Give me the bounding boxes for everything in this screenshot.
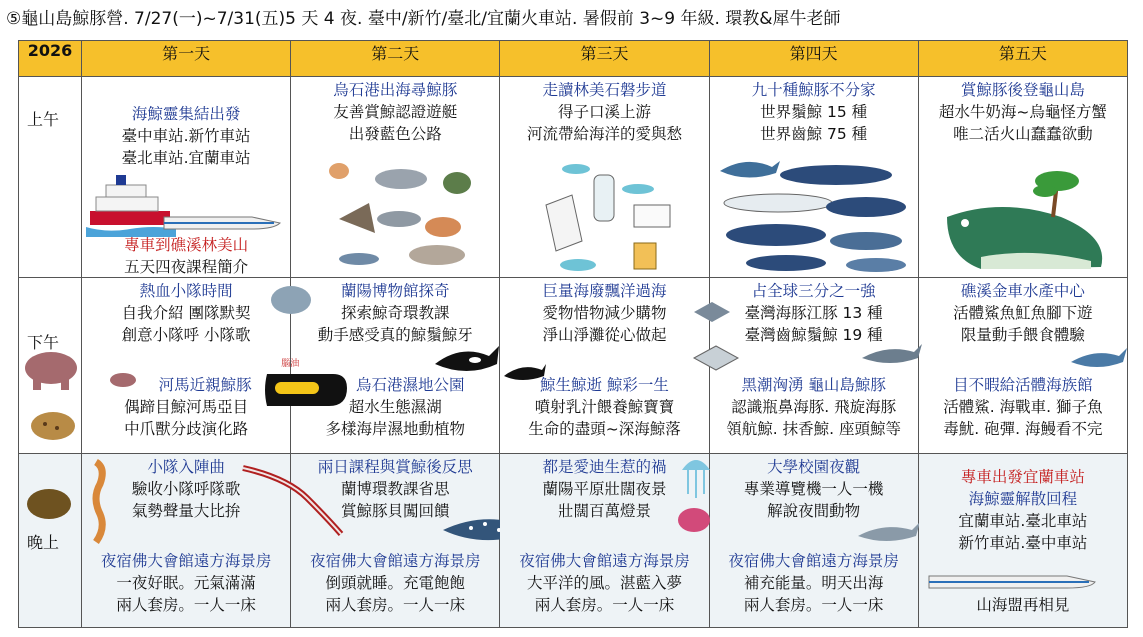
hippo-icon: [21, 348, 81, 448]
afternoon-row: [19, 278, 1128, 454]
day3-afternoon-cell: [500, 278, 709, 454]
activity-line: 解說夜間動物: [767, 502, 861, 520]
period-evening: [19, 454, 82, 628]
header-row: [19, 41, 1128, 77]
activity-line: 活體鯊魚魟魚腳下遊: [953, 304, 1093, 322]
activity-line: 山海盟再相見: [976, 596, 1070, 614]
activity-line: 兩人套房。一人一床: [116, 596, 256, 614]
activity-heading: 蘭陽博物館探奇: [341, 282, 450, 300]
activity-line: 倒頭就睡。充電飽飽: [325, 574, 466, 592]
turtle-island-whale-icon: [941, 157, 1111, 275]
day-5-header: 第五天: [918, 41, 1127, 77]
activity-heading: 兩日課程與賞鯨後反思: [317, 458, 473, 476]
activity-heading: 鯨生鯨逝 鯨彩一生: [540, 376, 669, 394]
activity-line: 補充能量。明天出海: [743, 574, 884, 592]
train-icon: [927, 572, 1097, 592]
activity-line: 賞鯨豚貝闖回饋: [341, 502, 450, 520]
orca-icon: [431, 338, 501, 384]
activity-line: 新竹車站.臺中車站: [958, 534, 1088, 552]
activity-line: 蘭陽平原壯闊夜景: [542, 480, 667, 498]
activity-heading: 夜宿佛大會館遠方海景房: [728, 552, 899, 570]
day-3-header: 第三天: [500, 41, 709, 77]
period-label: 晚上: [27, 533, 60, 552]
activity-line: 兩人套房。一人一床: [743, 596, 884, 614]
day2-morning-cell: [291, 77, 500, 278]
activity-highlight: 專車到礁溪林美山: [124, 236, 249, 254]
activity-heading: 礁溪金車水產中心: [960, 282, 1085, 300]
activity-line: 得子口溪上游: [557, 103, 651, 121]
activity-line: 氣勢聲量大比拚: [131, 502, 241, 520]
year-header: 2026: [19, 41, 82, 77]
schedule-table: [18, 40, 1128, 628]
day5-morning-cell: [918, 77, 1127, 278]
jellyfish-icon: [680, 454, 712, 498]
marine-debris-icon: [538, 155, 678, 273]
activity-line: 宜蘭車站.臺北車站: [958, 512, 1088, 530]
period-label: 下午: [27, 333, 60, 352]
day2-afternoon-cell: [281, 278, 500, 454]
activity-heading: 占全球三分之一強: [751, 282, 876, 300]
activity-line: 偶蹄目鯨河馬亞目: [124, 398, 249, 416]
activity-line: 驗收小隊呼隊歌: [131, 480, 241, 498]
activity-heading: 熱血小隊時間: [139, 282, 233, 300]
activity-line: 臺北車站.宜蘭車站: [121, 149, 251, 167]
activity-heading: 海鯨靈解散回程: [968, 490, 1078, 508]
activity-line: 臺灣海豚江豚 13 種: [744, 304, 883, 322]
activity-line: 多樣海岸濕地動植物: [325, 420, 466, 438]
activity-line: 愛物惜物減少購物: [542, 304, 667, 322]
activity-line: 認識瓶鼻海豚. 飛旋海豚: [731, 398, 897, 416]
activity-line: 出發藍色公路: [348, 125, 442, 143]
day4-morning-cell: [709, 77, 918, 278]
activity-heading: 小隊入陣曲: [147, 458, 225, 476]
train-icon: [162, 213, 282, 233]
activity-line: 超水牛奶海~烏龜怪方蟹: [938, 103, 1107, 121]
activity-line: 兩人套房。一人一床: [325, 596, 466, 614]
activity-line: 大平洋的風。湛藍入夢: [526, 574, 682, 592]
stingray-icon: [692, 344, 742, 374]
activity-heading: 黑潮洶湧 龜山島鯨豚: [741, 376, 886, 394]
activity-heading: 海鯨靈集結出發: [131, 105, 241, 123]
activity-line: 壯闊百萬燈景: [557, 502, 651, 520]
day4-afternoon-cell: [709, 278, 918, 454]
activity-line: 五天四夜課程簡介: [124, 258, 249, 276]
activity-line: 超水生態濕湖: [348, 398, 442, 416]
activity-line: 友善賞鯨認證遊艇: [333, 103, 458, 121]
day-2-header: 第二天: [291, 41, 500, 77]
activity-line: 自我介紹 團隊默契: [121, 304, 251, 322]
activity-highlight: 專車出發宜蘭車站: [960, 468, 1085, 486]
day3-morning-cell: [500, 77, 709, 278]
day-4-header: 第四天: [709, 41, 918, 77]
day1-afternoon-cell: [82, 278, 291, 454]
activity-line: 專業導覽機一人一機: [743, 480, 884, 498]
day3-evening-cell: [500, 454, 709, 628]
activity-line: 臺中車站.新竹車站: [121, 127, 251, 145]
frogfish-icon: [23, 484, 77, 524]
activity-heading: 走讀林美石磐步道: [542, 81, 667, 99]
evening-row: [19, 454, 1128, 628]
activity-heading: 九十種鯨豚不分家: [751, 81, 876, 99]
activity-heading: 賞鯨豚後登龜山島: [960, 81, 1085, 99]
activity-line: 限量動手餵食體驗: [960, 326, 1085, 344]
activity-heading: 大學校園夜觀: [767, 458, 861, 476]
shark-icon: [856, 516, 922, 550]
anglerfish-icon: [676, 500, 712, 534]
day-1-header: 第一天: [82, 41, 291, 77]
activity-line: 兩人套房。一人一床: [534, 596, 675, 614]
activity-line: 蘭博環教課省思: [341, 480, 450, 498]
marine-life-icon: [319, 153, 479, 273]
activity-line: 創意小隊呼 小隊歌: [121, 326, 251, 344]
activity-line: 世界鬚鯨 15 種: [760, 103, 868, 121]
activity-line: 河流帶給海洋的愛與愁: [526, 125, 682, 143]
activity-heading: 夜宿佛大會館遠方海景房: [100, 552, 272, 570]
activity-heading: 烏石港出海尋鯨豚: [333, 81, 458, 99]
day2-evening-cell: [291, 454, 500, 628]
activity-line: 世界齒鯨 75 種: [760, 125, 868, 143]
activity-line: 中爪獸分歧演化路: [124, 420, 249, 438]
day5-evening-cell: [918, 454, 1127, 628]
period-morning: [19, 77, 82, 278]
day1-morning-cell: [82, 77, 291, 278]
activity-line: 一夜好眠。元氣滿滿: [116, 574, 256, 592]
activity-line: 噴射乳汁餵養鯨寶寶: [534, 398, 675, 416]
activity-line: 唯二活火山蠢蠢欲動: [953, 125, 1093, 143]
day5-afternoon-cell: [918, 278, 1127, 454]
activity-heading: 夜宿佛大會館遠方海景房: [519, 552, 690, 570]
activity-line: 探索鯨奇環教課: [341, 304, 450, 322]
shark-icon: [860, 338, 924, 372]
great-shark-icon: [1069, 342, 1129, 376]
activity-heading: 目不暇給活體海族館: [953, 376, 1093, 394]
activity-line: 生命的盡頭~深海鯨落: [528, 420, 681, 438]
activity-heading: 都是愛迪生惹的禍: [542, 458, 667, 476]
period-afternoon: [19, 278, 82, 454]
activity-heading: 河馬近親鯨豚: [158, 376, 252, 394]
activity-heading: 夜宿佛大會館遠方海景房: [310, 552, 481, 570]
activity-line: 活體鯊. 海戰車. 獅子魚: [943, 398, 1103, 416]
period-label: 上午: [27, 110, 60, 129]
day4-evening-cell: [709, 454, 918, 628]
activity-heading: 巨量海廢飄洋過海: [542, 282, 667, 300]
page-title: ⑤龜山島鯨豚營. 7/27(一)~7/31(五)5 天 4 夜. 臺中/新竹/臺北/宜蘭火車站. 暑假前 3~9 年級. 環教&犀牛老師: [6, 9, 841, 29]
activity-line: 毒魷. 砲彈. 海鰻看不完: [943, 420, 1103, 438]
brain-oil-label: 腦油: [281, 359, 300, 369]
activity-heading: 烏石港濕地公園: [356, 376, 465, 394]
activity-line: 臺灣齒鯨鬚鯨 19 種: [744, 326, 883, 344]
activity-line: 淨山淨灘從心做起: [542, 326, 667, 344]
morning-row: [19, 77, 1128, 278]
activity-line: 領航鯨. 抹香鯨. 座頭鯨等: [726, 420, 902, 438]
activity-line: 動手感受真的鯨鬚鯨牙: [317, 326, 473, 344]
whales-dolphins-icon: [716, 153, 916, 273]
